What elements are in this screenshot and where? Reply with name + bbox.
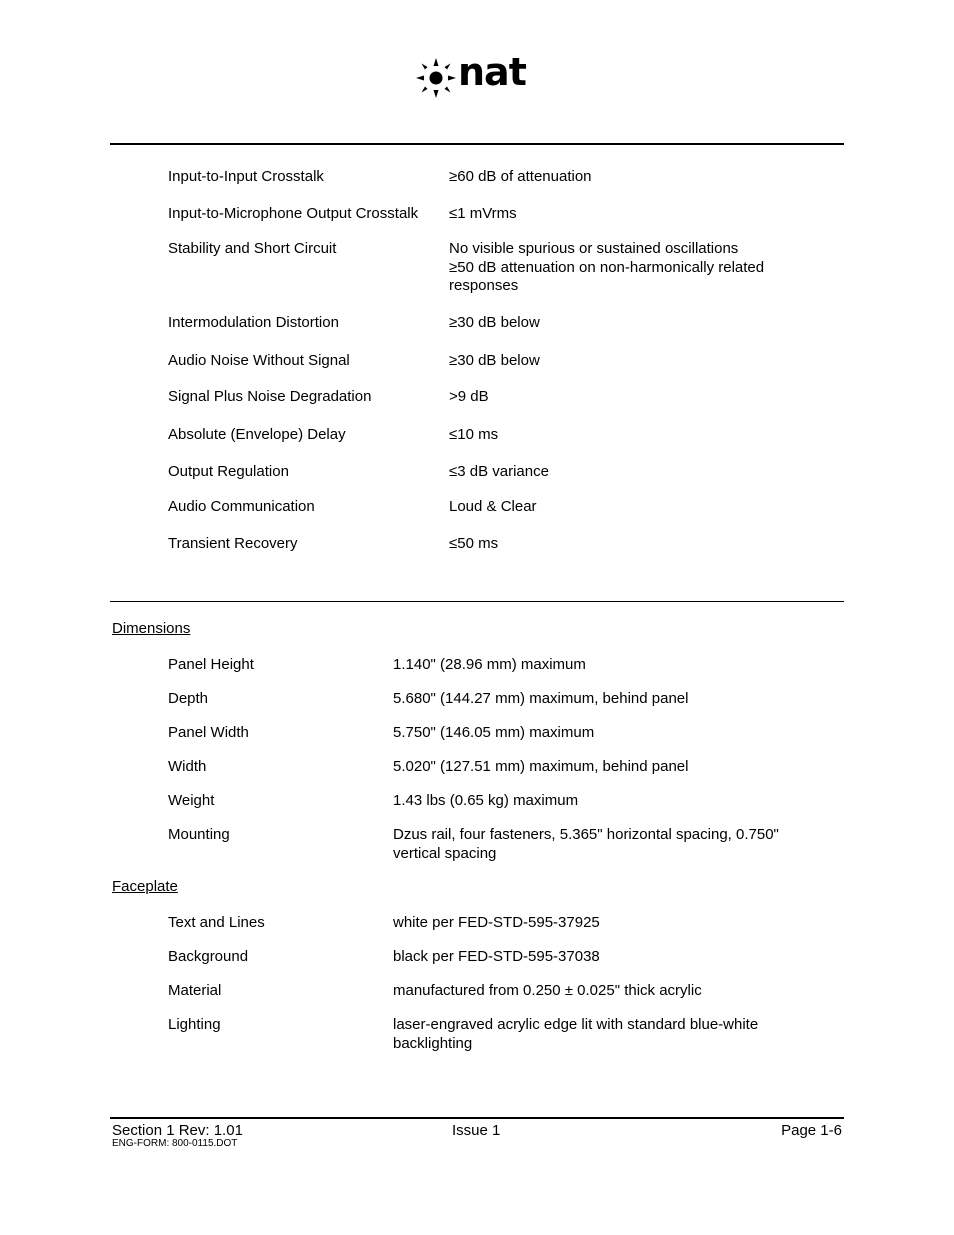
spec-label: Depth	[168, 690, 209, 707]
spec-value: ≤1 mVrms	[449, 205, 517, 222]
footer-issue: Issue 1	[452, 1122, 501, 1139]
spec-label: Lighting	[168, 1016, 221, 1033]
spec-label: Audio Noise Without Signal	[168, 352, 350, 369]
spec-value: Loud & Clear	[449, 498, 537, 515]
logo-wordmark: nat	[458, 50, 526, 94]
spec-label: Panel Width	[168, 724, 249, 741]
nat-logo	[414, 50, 544, 100]
spec-value: laser-engraved acrylic edge lit with standard blue-white backlighting	[393, 1016, 759, 1052]
starburst-icon	[414, 56, 458, 100]
spec-value: manufactured from 0.250 ± 0.025" thick acrylic	[393, 982, 702, 999]
spec-label: Input-to-Microphone Output Crosstalk	[168, 205, 419, 222]
footer-form-id: ENG-FORM: 800-0115.DOT	[112, 1138, 238, 1149]
spec-value: white per FED-STD-595-37925	[393, 914, 600, 931]
spec-label: Input-to-Input Crosstalk	[168, 168, 324, 185]
header-divider	[110, 143, 844, 145]
spec-label: Panel Height	[168, 656, 254, 673]
spec-value: >9 dB	[449, 388, 489, 405]
spec-label: Weight	[168, 792, 215, 809]
spec-value: ≤50 ms	[449, 535, 499, 552]
faceplate-heading: Faceplate	[112, 878, 178, 895]
footer-section-rev: Section 1 Rev: 1.01	[112, 1122, 243, 1139]
spec-value: ≤10 ms	[449, 426, 499, 443]
spec-label: Signal Plus Noise Degradation	[168, 388, 372, 405]
spec-value: ≥30 dB below	[449, 352, 540, 369]
spec-label: Background	[168, 948, 249, 965]
spec-value: Dzus rail, four fasteners, 5.365" horizontal spacing, 0.750" vertical spacing	[393, 826, 779, 862]
footer-page-number: Page 1-6	[781, 1122, 842, 1139]
spec-value: black per FED-STD-595-37038	[393, 948, 600, 965]
dimensions-heading: Dimensions	[112, 620, 191, 637]
spec-label: Stability and Short Circuit	[168, 240, 337, 257]
spec-label: Absolute (Envelope) Delay	[168, 426, 346, 443]
spec-label: Text and Lines	[168, 914, 265, 931]
spec-value: 5.750" (146.05 mm) maximum	[393, 724, 595, 741]
spec-value: 1.43 lbs (0.65 kg) maximum	[393, 792, 579, 809]
spec-label: Width	[168, 758, 207, 775]
spec-value: 5.020" (127.51 mm) maximum, behind panel	[393, 758, 689, 775]
spec-label: Mounting	[168, 826, 230, 843]
spec-value: ≤3 dB variance	[449, 463, 549, 480]
spec-label: Transient Recovery	[168, 535, 298, 552]
spec-value: ≥60 dB of attenuation	[449, 168, 592, 185]
spec-label: Output Regulation	[168, 463, 289, 480]
spec-value: No visible spurious or sustained oscillations ≥50 dB attenuation on non-harmonically related responses	[449, 240, 765, 294]
spec-value: ≥30 dB below	[449, 314, 540, 331]
spec-label: Material	[168, 982, 222, 999]
spec-value: 1.140" (28.96 mm) maximum	[393, 656, 586, 673]
spec-label: Audio Communication	[168, 498, 315, 515]
spec-label: Intermodulation Distortion	[168, 314, 339, 331]
section-divider	[110, 601, 844, 602]
spec-value: 5.680" (144.27 mm) maximum, behind panel	[393, 690, 689, 707]
footer-divider	[110, 1117, 844, 1119]
